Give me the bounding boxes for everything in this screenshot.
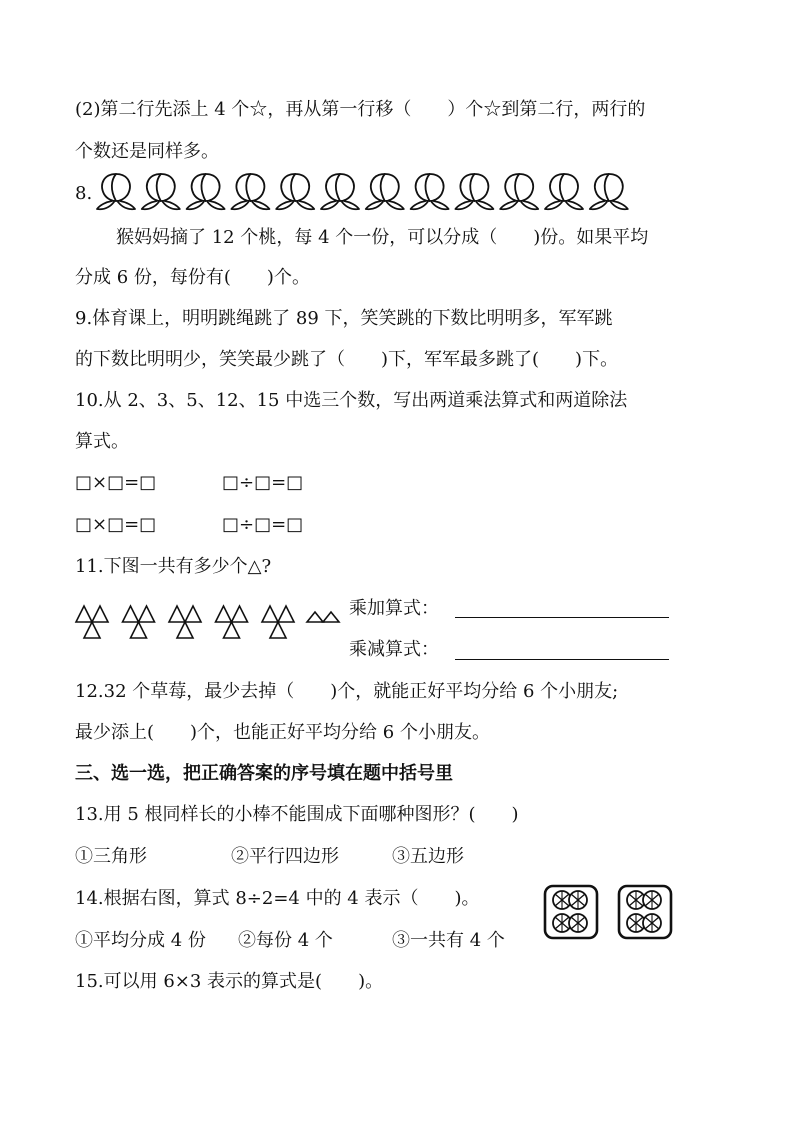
peach-icon — [276, 174, 314, 209]
triangle-pair — [307, 612, 339, 622]
q10-div-2: □÷□=□ — [222, 514, 304, 535]
q10-mult-2: □×□=□ — [75, 514, 157, 535]
q11-line1: 11.下图一共有多少个△? — [75, 556, 272, 577]
q11-sub-answer-line[interactable] — [455, 659, 669, 660]
q10-line2: 算式。 — [75, 431, 129, 452]
peach-icon — [366, 174, 404, 209]
q14-opt1[interactable]: ①平均分成 4 份 — [75, 930, 206, 951]
triangle-group — [262, 606, 294, 638]
ball-icon — [569, 914, 587, 932]
q12-line2: 最少添上( )个，也能正好平均分给 6 个小朋友。 — [75, 722, 490, 743]
triangle-group — [216, 606, 248, 638]
peach-icon — [590, 174, 628, 209]
peach-icon — [142, 174, 180, 209]
ball-icon — [643, 914, 661, 932]
peach-icon — [321, 174, 359, 209]
section3-title: 三、选一选，把正确答案的序号填在题中括号里 — [75, 763, 453, 784]
peach-icon — [545, 174, 583, 209]
q14-line1: 14.根据右图，算式 8÷2=4 中的 4 表示（ )。 — [75, 888, 480, 909]
triangle-group — [123, 606, 155, 638]
q10-mult-1: □×□=□ — [75, 472, 157, 493]
ball-icon — [643, 891, 661, 909]
q13-opt3[interactable]: ③五边形 — [392, 846, 464, 867]
q14-opt2[interactable]: ②每份 4 个 — [238, 930, 333, 951]
q13-opt2[interactable]: ②平行四边形 — [231, 846, 339, 867]
q12-line1: 12.32 个草莓，最少去掉（ )个，就能正好平均分给 6 个小朋友; — [75, 681, 619, 702]
q7-part2-line2: 个数还是同样多。 — [75, 141, 219, 162]
triangle-group — [169, 606, 201, 638]
peach-row — [96, 168, 626, 216]
peach-icon — [455, 174, 493, 209]
q8-line2: 分成 6 份，每份有( )个。 — [75, 267, 310, 288]
q9-line2: 的下数比明明少，笑笑最少跳了（ )下，军军最多跳了( )下。 — [75, 349, 619, 370]
q13-line1: 13.用 5 根同样长的小棒不能围成下面哪种图形？( ) — [75, 804, 519, 825]
q15-line1: 15.可以用 6×3 表示的算式是( )。 — [75, 971, 384, 992]
q14-opt3[interactable]: ③一共有 4 个 — [392, 930, 505, 951]
q10-line1: 10.从 2、3、5、12、15 中选三个数，写出两道乘法算式和两道除法 — [75, 390, 628, 411]
q13-opt1[interactable]: ①三角形 — [75, 846, 147, 867]
triangle-figure — [74, 600, 344, 644]
peach-icon — [500, 174, 538, 209]
ball-box — [619, 886, 671, 938]
q8-number: 8. — [75, 183, 93, 204]
q10-div-1: □÷□=□ — [222, 472, 304, 493]
ball-icon — [569, 891, 587, 909]
ball-box — [545, 886, 597, 938]
peach-icon — [187, 174, 225, 209]
peach-icon — [231, 174, 269, 209]
q11-sub-label: 乘减算式： — [349, 639, 439, 660]
peach-icon — [97, 174, 135, 209]
ball-boxes-figure — [544, 885, 676, 941]
q7-part2-line1: (2)第二行先添上 4 个☆，再从第一行移（ ）个☆到第二行，两行的 — [75, 99, 646, 120]
q11-add-answer-line[interactable] — [455, 617, 669, 618]
q8-line1: 猴妈妈摘了 12 个桃，每 4 个一份，可以分成（ )份。如果平均 — [116, 227, 649, 248]
peach-icon — [411, 174, 449, 209]
triangle-group — [76, 606, 108, 638]
q11-add-label: 乘加算式： — [349, 598, 439, 619]
q9-line1: 9.体育课上，明明跳绳跳了 89 下，笑笑跳的下数比明明多，军军跳 — [75, 308, 613, 329]
